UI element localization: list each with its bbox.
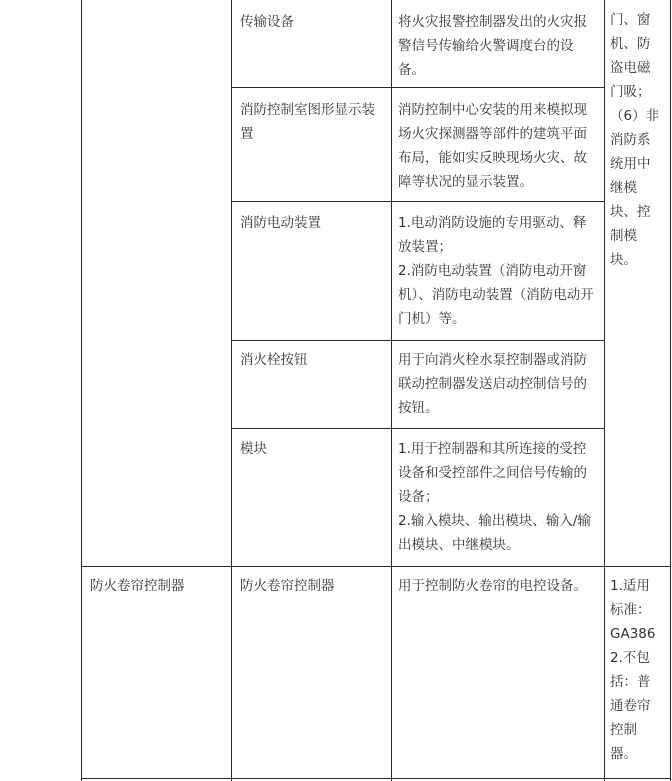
- table-border-right: [670, 0, 671, 781]
- table-border-left: [81, 0, 82, 781]
- table-divider-col3: [604, 0, 605, 781]
- note-line: 消防系: [610, 132, 651, 148]
- table-divider-col1: [231, 0, 232, 781]
- device-name-cell: 消防电动装置: [240, 215, 321, 231]
- desc-line: 1.用于控制器和其所连接的受控设备和受控部件之间信号传输的设备；: [398, 441, 587, 505]
- note-line: 门吸；: [610, 84, 651, 100]
- note-line: 盗电磁: [610, 60, 651, 76]
- note-line: 括：普: [610, 674, 651, 690]
- note-line: 控制: [610, 722, 637, 738]
- note-line: 标准：: [610, 602, 651, 618]
- note-line: 块、控: [610, 204, 651, 220]
- note-line: 机、防: [610, 36, 651, 52]
- device-name-cell: 模块: [240, 441, 267, 457]
- note-line: 2.不包: [610, 650, 650, 666]
- desc-line: 1.电动消防设施的专用驱动、释放装置；: [398, 215, 587, 255]
- device-desc-cell: [398, 10, 598, 82]
- desc-line: 用于向消火栓水泵控制器或消防联动控制器发送启动控制信号的按钮。: [398, 352, 587, 416]
- note-line: 制模: [610, 228, 637, 244]
- desc-line: 2.消防电动装置（消防电动开窗机）、消防电动装置（消防电动开门机）等。: [398, 263, 594, 327]
- row-divider: [231, 340, 605, 341]
- desc-line: 消防控制中心安装的用来模拟现场火灾探测器等部件的建筑平面布局，能如实反映现场火灾、故障等状况的显示装置。: [398, 102, 587, 190]
- device-desc-cell: [398, 98, 598, 194]
- note-line: （6）非: [610, 108, 660, 124]
- note-line: 继模: [610, 180, 637, 196]
- row-divider: [81, 778, 671, 779]
- note-line: 统用中: [610, 156, 651, 172]
- device-name-cell: 消火栓按钮: [240, 352, 308, 368]
- device-name-cell: 防火卷帘控制器: [240, 578, 335, 594]
- category-cell: 防火卷帘控制器: [90, 578, 185, 594]
- note-line: 器。: [610, 746, 637, 762]
- desc-line: 2.输入模块、输出模块、输入/输出模块、中继模块。: [398, 513, 591, 553]
- device-desc-cell: [398, 348, 598, 420]
- note-cell: [610, 8, 670, 272]
- note-line: GA386: [610, 626, 656, 642]
- device-name-cell: 传输设备: [240, 14, 294, 30]
- device-name-cell: 消防控制室图形显示装置: [240, 102, 375, 142]
- table-divider-col2: [391, 0, 392, 781]
- row-divider: [231, 201, 605, 202]
- device-desc-cell: [398, 211, 598, 331]
- device-desc-cell: 用于控制防火卷帘的电控设备。: [398, 578, 587, 594]
- note-line: 1.适用: [610, 578, 650, 594]
- desc-line: 将火灾报警控制器发出的火灾报警信号传输给火警调度台的设备。: [398, 14, 587, 78]
- row-divider: [231, 428, 605, 429]
- row-divider: [81, 566, 671, 567]
- row-divider: [231, 87, 605, 88]
- note-line: 通卷帘: [610, 698, 651, 714]
- device-desc-cell: [398, 437, 598, 557]
- note-cell: [610, 574, 670, 766]
- note-line: 门、窗: [610, 12, 651, 28]
- note-line: 块。: [610, 252, 637, 268]
